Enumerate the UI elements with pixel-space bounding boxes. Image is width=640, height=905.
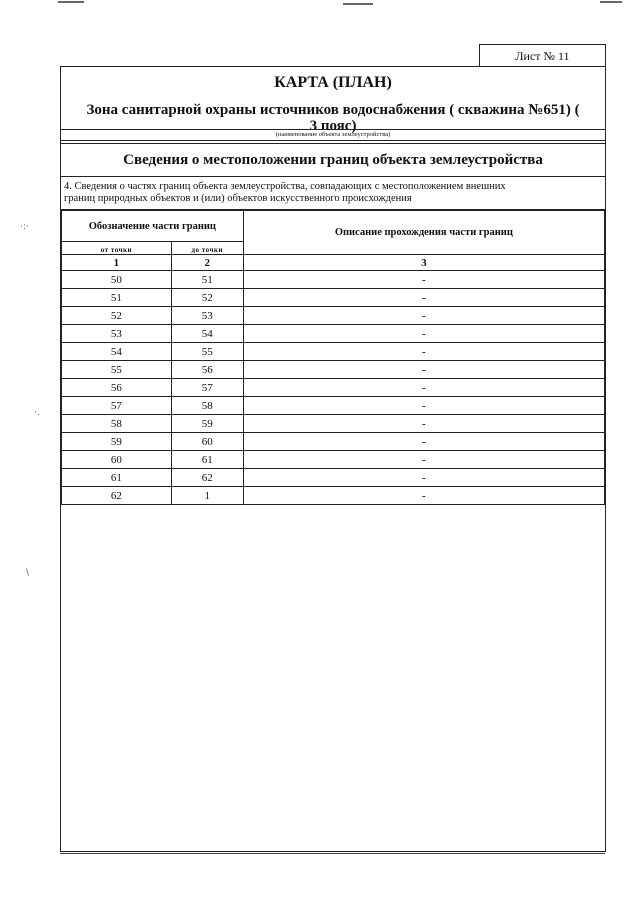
column-number-row [62, 255, 605, 271]
to-point-cell: 54 [171, 325, 243, 343]
from-point-cell: 51 [62, 289, 172, 307]
to-point-cell: 61 [171, 451, 243, 469]
to-point-cell: 58 [171, 397, 243, 415]
table-row [62, 289, 605, 307]
to-point-cell: 53 [171, 307, 243, 325]
to-point-cell: 1 [171, 487, 243, 505]
table-row [62, 397, 605, 415]
object-caption: (наименование объекта землеустройства) [61, 129, 605, 141]
column-number: 1 [62, 255, 172, 271]
description-cell: - [243, 289, 604, 307]
from-point-cell: 54 [62, 343, 172, 361]
table-row [62, 451, 605, 469]
from-point-cell: 52 [62, 307, 172, 325]
description-cell: - [243, 379, 604, 397]
description-cell: - [243, 415, 604, 433]
table-row [62, 379, 605, 397]
from-point-cell: 59 [62, 433, 172, 451]
header-from-point: от точки [62, 242, 172, 255]
to-point-cell: 51 [171, 271, 243, 289]
to-point-cell: 57 [171, 379, 243, 397]
scan-mark-right [600, 1, 622, 3]
from-point-cell: 62 [62, 487, 172, 505]
table-row [62, 361, 605, 379]
description-cell: - [243, 325, 604, 343]
to-point-cell: 59 [171, 415, 243, 433]
section-title: Сведения о местоположении границ объекта землеустройства [61, 144, 605, 177]
table-row [62, 307, 605, 325]
description-cell: - [243, 469, 604, 487]
scan-mark-left [58, 1, 84, 3]
description-cell: - [243, 397, 604, 415]
to-point-cell: 55 [171, 343, 243, 361]
column-number: 2 [171, 255, 243, 271]
sheet-number: Лист № 11 [479, 44, 606, 67]
from-point-cell: 53 [62, 325, 172, 343]
from-point-cell: 58 [62, 415, 172, 433]
column-number: 3 [243, 255, 604, 271]
description-cell: - [243, 433, 604, 451]
note-line-1: 4. Сведения о частях границ объекта землеустройства, совпадающих с местоположением внешних [64, 181, 506, 192]
description-cell: - [243, 271, 604, 289]
table-row [62, 325, 605, 343]
from-point-cell: 55 [62, 361, 172, 379]
header-to-point: до точки [171, 242, 243, 255]
page-title: КАРТА (ПЛАН) [274, 74, 392, 91]
boundary-table [61, 210, 605, 505]
table-row [62, 469, 605, 487]
header-boundary-designation: Обозначение части границ [62, 211, 244, 242]
scan-speck: ·. [34, 408, 40, 418]
from-point-cell: 50 [62, 271, 172, 289]
to-point-cell: 56 [171, 361, 243, 379]
header-description: Описание прохождения части границ [243, 211, 604, 255]
document-frame [60, 66, 606, 852]
from-point-cell: 57 [62, 397, 172, 415]
frame-bottom-line [60, 850, 605, 854]
scan-speck: \ [26, 568, 30, 578]
table-row [62, 343, 605, 361]
description-cell: - [243, 451, 604, 469]
to-point-cell: 52 [171, 289, 243, 307]
description-cell: - [243, 343, 604, 361]
description-cell: - [243, 307, 604, 325]
to-point-cell: 62 [171, 469, 243, 487]
description-cell: - [243, 361, 604, 379]
table-row [62, 433, 605, 451]
from-point-cell: 61 [62, 469, 172, 487]
title-area [61, 67, 605, 134]
to-point-cell: 60 [171, 433, 243, 451]
object-name: Зона санитарной охраны источников водоснабжения ( скважина №651) ( 3 пояс) [86, 102, 580, 134]
table-row [62, 415, 605, 433]
scan-speck: ·:· [20, 222, 29, 232]
table-row [62, 271, 605, 289]
note-line-2: границ природных объектов и (или) объектов искусственного происхождения [64, 193, 412, 204]
scan-mark-center [343, 3, 373, 5]
table-row [62, 487, 605, 505]
from-point-cell: 56 [62, 379, 172, 397]
description-cell: - [243, 487, 604, 505]
from-point-cell: 60 [62, 451, 172, 469]
section-note [61, 177, 605, 210]
